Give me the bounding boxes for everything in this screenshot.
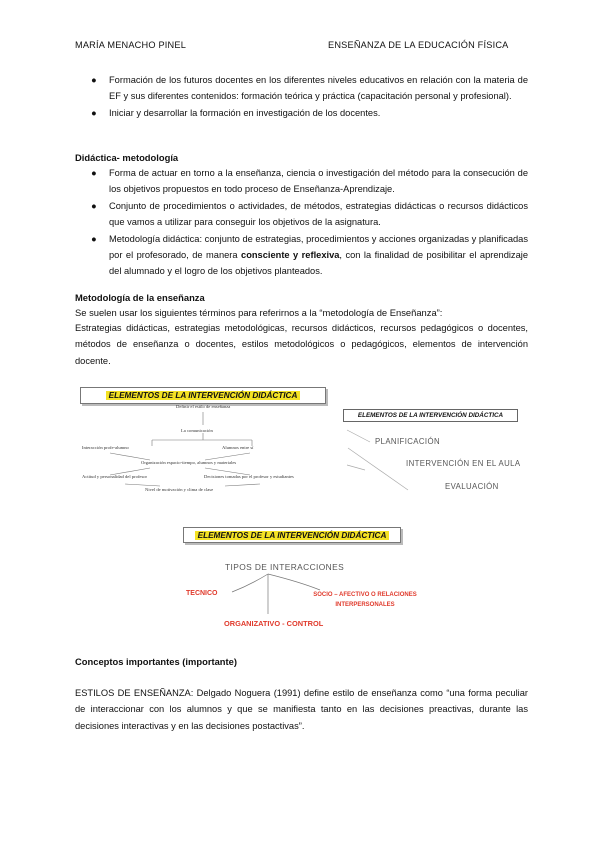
diagram-bottom-left: TECNICO <box>186 590 218 597</box>
diagram-left-center: Organización espacio-tiempo, alumnos y materiales <box>141 460 237 465</box>
bullet-icon: ● <box>91 107 97 118</box>
diagram-left-comm: La comunicación <box>181 428 213 433</box>
bullet-icon: ● <box>91 75 97 85</box>
bullet-icon: ● <box>91 233 97 244</box>
diagram-left-right2: Decisiones tomadas por el profesor y estudiantes <box>204 474 294 479</box>
bullet-icon: ● <box>91 168 97 178</box>
diagram-right-item: EVALUACIÓN <box>445 482 499 491</box>
diagram-left-left1: Interacción profe-alumno <box>82 445 129 450</box>
section-title-metodologia: Metodología de la enseñanza <box>75 292 205 303</box>
figure-banner-left: ELEMENTOS DE LA INTERVENCIÓN DIDÁCTICA <box>80 387 326 404</box>
list-item: ● Iniciar y desarrollar la formación en investigación de los docentes. <box>75 105 528 121</box>
diagram-right-item: INTERVENCIÓN EN EL AULA <box>406 459 521 468</box>
diagram-right-item: PLANIFICACIÓN <box>375 437 440 446</box>
figure-banner-bottom: ELEMENTOS DE LA INTERVENCIÓN DIDÁCTICA <box>183 527 401 543</box>
diagram-left-top: Definir el estilo de enseñanza <box>176 404 231 409</box>
header-subject: ENSEÑANZA DE LA EDUCACIÓN FÍSICA <box>328 40 509 50</box>
list-item: ● Conjunto de procedimientos o actividades, de métodos, estrategias didácticas o recursos didácticos que vamos a utilizar para conseguir los objetivos de la asignatura. <box>75 198 528 231</box>
diagram-left-left2: Actitud y personalidad del profesor <box>82 474 148 479</box>
header-author: MARÍA MENACHO PINEL <box>75 40 187 50</box>
bullet-icon: ● <box>91 200 97 211</box>
terms-paragraph: Estrategias didácticas, estrategias metodológicas, recursos didácticos, recursos pedagógicos o docentes, métodos de enseñanza o docentes, estilos metodológicos o pedagógicos, elementos de intervención docente. <box>75 323 528 366</box>
diagram-right-title: ELEMENTOS DE LA INTERVENCIÓN DIDÁCTICA <box>343 409 518 422</box>
intro-line: Se suelen usar los siguientes términos para referirnos a la “metodología de Enseñanza”: <box>75 307 443 318</box>
diagram-bottom-bottom: ORGANIZATIVO - CONTROL <box>224 619 324 628</box>
list-item: ● Forma de actuar en torno a la enseñanza, ciencia o investigación del método para la consecución de los objetivos propuestos en todo proceso de Enseñanza-Aprendizaje. <box>75 165 528 198</box>
diagram-left-right1: Alumnos entre sí <box>222 445 254 450</box>
diagram-left-bottom: Nivel de motivación y clima de clase <box>145 487 214 492</box>
diagram-bottom-center: TIPOS DE INTERACCIONES <box>225 562 345 572</box>
section-title-conceptos: Conceptos importantes (importante) <box>75 656 237 667</box>
list-item: ● Metodología didáctica: conjunto de estrategias, procedimientos y acciones organizadas y planificadas por el profesorado, de manera consciente y reflexiva, con la finalidad de posibilitar el aprendizaje del alumnado y el logro de los objetivos planteados. <box>75 231 528 280</box>
estilos-paragraph: ESTILOS DE ENSEÑANZA: Delgado Noguera (1991) define estilo de enseñanza como “una forma peculiar de interaccionar con los alumnos y que se manifiesta tanto en las decisiones preactivas, durante las decisiones interactivas y en las decisiones postactivas”. <box>75 688 528 731</box>
section-title-didactica: Didáctica- metodología <box>75 152 179 163</box>
list-item: ● Formación de los futuros docentes en los diferentes niveles educativos en relación con la materia de EF y sus diferentes contenidos: formación teórica y práctica (capacitación personal y profesional). <box>75 72 528 105</box>
diagram-bottom-right: SOCIO – AFECTIVO O RELACIONES INTERPERSONALES <box>313 592 417 608</box>
bold-phrase: consciente y reflexiva <box>241 250 340 261</box>
